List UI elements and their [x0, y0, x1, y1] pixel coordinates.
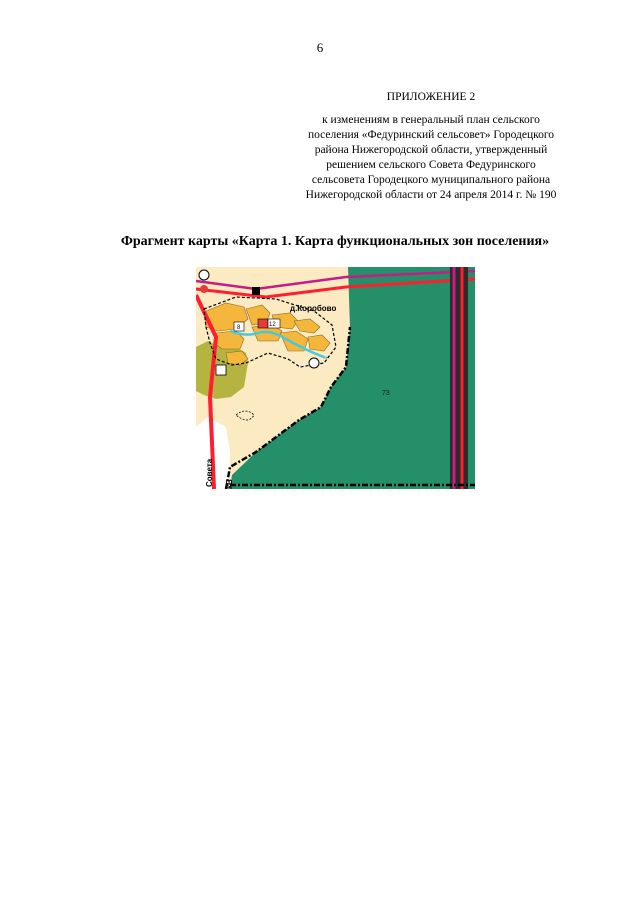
village-label: д.Коробово [290, 304, 337, 313]
parcel-label: 8 [237, 325, 241, 331]
info-icon [309, 358, 319, 368]
appendix-line: сельсовета Городецкого муниципального района [311, 174, 551, 186]
appendix-title: ПРИЛОЖЕНИЕ 2 [386, 91, 476, 103]
marker-icon [200, 285, 208, 293]
zone-label: 73 [382, 390, 390, 397]
map-fragment [196, 267, 475, 489]
appendix-line: поселения «Федуринский сельсовет» Городецкого [307, 129, 555, 141]
appendix-line: района Нижегородской области, утвержденный [314, 144, 548, 156]
building-icon [252, 287, 260, 295]
appendix-line: решением сельского Совета Федуринского [326, 159, 536, 171]
building-icon [216, 365, 226, 375]
page-number: 6 [316, 40, 324, 55]
edge-label: Совета [205, 458, 214, 487]
fragment-title: Фрагмент карты «Карта 1. Карта функциональных зон поселения» [120, 234, 550, 249]
info-icon [199, 270, 209, 280]
parcel-label: 12 [269, 322, 276, 328]
appendix-text [262, 113, 600, 203]
appendix-line: Нижегородской области от 24 апреля 2014 г. № 190 [305, 189, 557, 201]
parcel-marker [258, 319, 268, 328]
appendix-line: к изменениям в генеральный план сельского [322, 114, 540, 126]
edge-label: кВ [225, 479, 234, 489]
